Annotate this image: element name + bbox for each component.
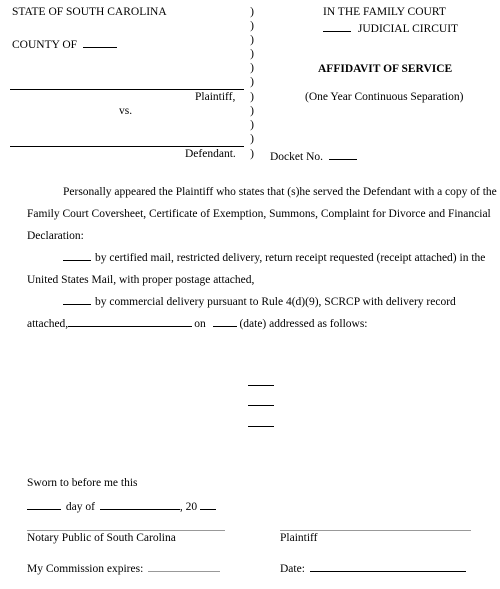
year-prefix: , 20 <box>179 501 198 513</box>
circuit-label-text: JUDICIAL CIRCUIT <box>357 23 459 35</box>
plaintiff-name-line[interactable] <box>10 89 244 90</box>
caption-paren: ) <box>250 133 254 145</box>
intro-text: Personally appeared the Plaintiff who states that (s)he served the Defendant with a copy of the Family Court Coversheet, Certificate of Exemption, Summons, Complaint for Divorce and Financial Declaration: <box>27 186 497 242</box>
month-blank[interactable] <box>100 498 180 510</box>
delivery-record-blank[interactable] <box>68 315 192 327</box>
signature-date-blank[interactable] <box>310 560 466 572</box>
on-label: on <box>194 318 206 330</box>
caption-paren: ) <box>250 91 254 103</box>
date-line <box>280 560 466 575</box>
option2-text: by commercial delivery pursuant to Rule 4(d)(9), SCRCP with delivery record <box>95 296 456 308</box>
state-label: STATE OF SOUTH CAROLINA <box>12 6 167 18</box>
option1-text: by certified mail, restricted delivery, return receipt requested (receipt attached) in the United States Mail, with proper postage attached, <box>27 252 486 286</box>
option-commercial-delivery <box>27 291 497 313</box>
caption-paren: ) <box>250 148 254 160</box>
commission-blank[interactable] <box>148 560 220 572</box>
county-blank[interactable] <box>83 36 117 48</box>
caption-paren: ) <box>250 48 254 60</box>
attached-line <box>27 313 368 335</box>
certified-mail-blank[interactable] <box>63 249 91 261</box>
plaintiff-signature-label: Plaintiff <box>280 532 318 544</box>
caption-paren: ) <box>250 105 254 117</box>
caption-paren: ) <box>250 20 254 32</box>
notary-signature-line[interactable] <box>27 530 225 531</box>
caption-paren: ) <box>250 62 254 74</box>
date-suffix: (date) addressed as follows: <box>239 318 368 330</box>
caption-paren: ) <box>250 34 254 46</box>
docket-blank[interactable] <box>329 148 357 160</box>
attached-prefix: attached, <box>27 318 69 330</box>
caption-paren: ) <box>250 76 254 88</box>
notary-label: Notary Public of South Carolina <box>27 532 176 544</box>
option-certified-mail <box>27 247 497 291</box>
commission-label: My Commission expires: <box>27 563 144 575</box>
date-label: Date: <box>280 563 305 575</box>
commission-line <box>27 560 220 575</box>
address-line[interactable] <box>248 405 274 406</box>
day-of-line <box>27 498 216 513</box>
address-line[interactable] <box>248 426 274 427</box>
defendant-name-line[interactable] <box>10 146 244 147</box>
document-subtitle: (One Year Continuous Separation) <box>305 91 464 103</box>
vs-label: vs. <box>119 105 133 117</box>
date-blank[interactable] <box>213 315 237 327</box>
plaintiff-signature-line[interactable] <box>280 530 471 531</box>
circuit-label <box>323 20 458 35</box>
court-label: IN THE FAMILY COURT <box>323 6 446 18</box>
docket-label-text: Docket No. <box>270 151 324 163</box>
sworn-label: Sworn to before me this <box>27 477 138 489</box>
caption-paren: ) <box>250 6 254 18</box>
county-label-text: COUNTY OF <box>12 39 78 51</box>
day-of-label: day of <box>65 501 95 513</box>
intro-paragraph <box>27 181 497 247</box>
plaintiff-label: Plaintiff, <box>195 91 236 103</box>
day-blank[interactable] <box>27 498 61 510</box>
document-title: AFFIDAVIT OF SERVICE <box>318 63 453 75</box>
caption-paren: ) <box>250 119 254 131</box>
county-label <box>12 36 117 51</box>
commercial-delivery-blank[interactable] <box>63 293 91 305</box>
year-blank[interactable] <box>200 498 216 510</box>
defendant-label: Defendant. <box>185 148 236 160</box>
circuit-blank[interactable] <box>323 20 351 32</box>
docket-label <box>270 148 357 163</box>
address-line[interactable] <box>248 385 274 386</box>
